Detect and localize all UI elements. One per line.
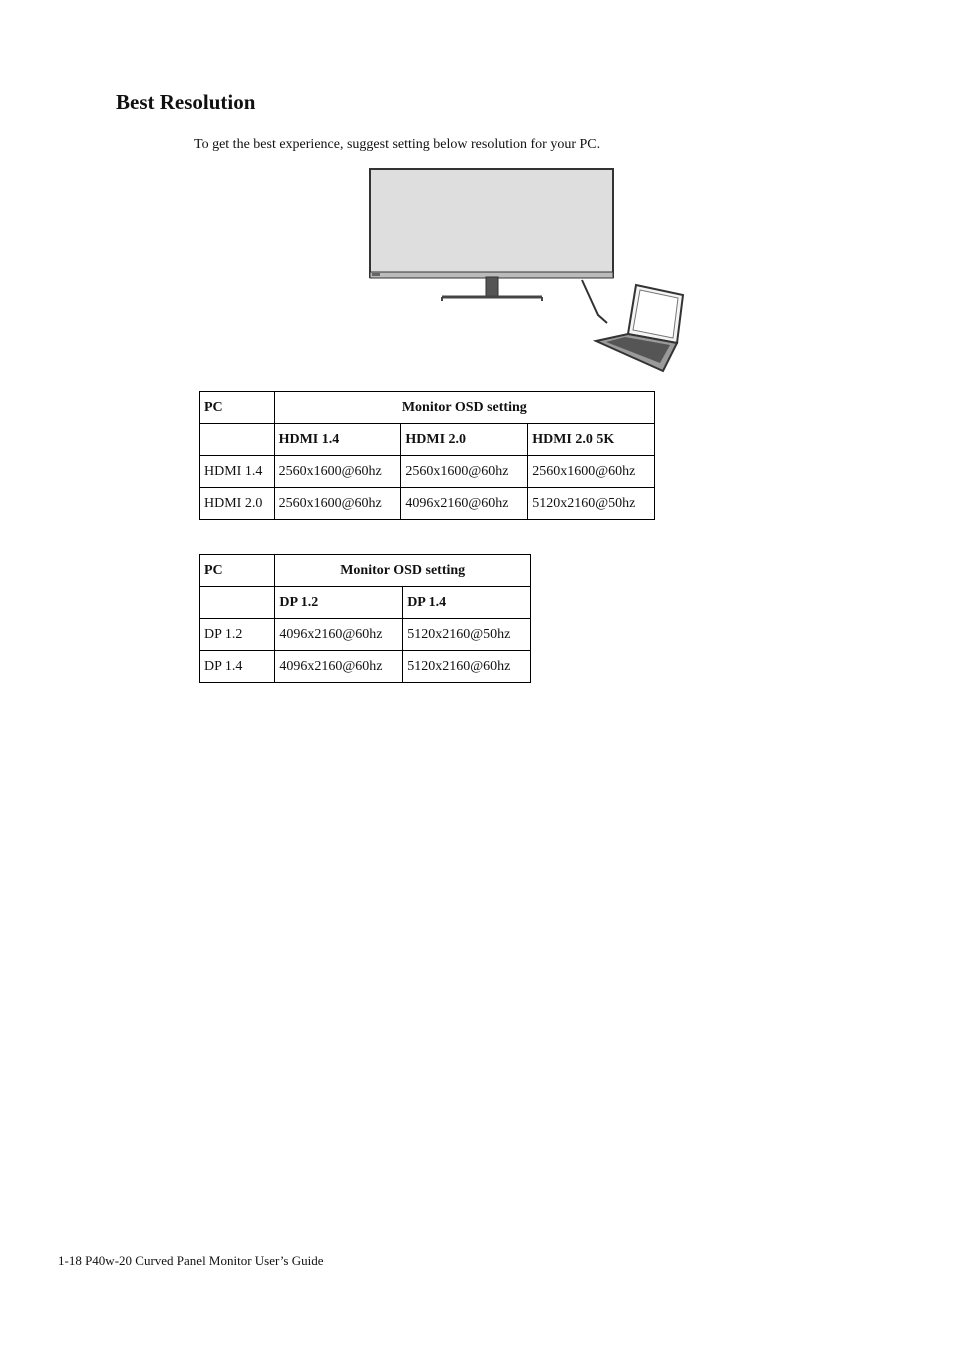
hdmi-resolution-table: [199, 391, 655, 520]
table-row: [200, 488, 655, 520]
monitor-osd-header: Monitor OSD setting: [274, 392, 654, 424]
monitor-icon: [370, 169, 613, 301]
dp-resolution-table: [199, 554, 531, 683]
row-label: HDMI 1.4: [200, 456, 275, 488]
resolution-cell: 5120x2160@50hz: [528, 488, 655, 520]
row-label: DP 1.4: [200, 651, 275, 683]
empty-cell: [200, 424, 275, 456]
pc-header: PC: [200, 555, 275, 587]
monitor-laptop-illustration: [360, 163, 690, 378]
resolution-cell: 2560x1600@60hz: [401, 456, 528, 488]
resolution-cell: 5120x2160@50hz: [403, 619, 531, 651]
column-header: HDMI 1.4: [274, 424, 401, 456]
intro-text: To get the best experience, suggest setting below resolution for your PC.: [194, 137, 601, 152]
laptop-icon: [596, 285, 683, 371]
row-label: DP 1.2: [200, 619, 275, 651]
column-header: HDMI 2.0: [401, 424, 528, 456]
pc-header: PC: [200, 392, 275, 424]
resolution-cell: 2560x1600@60hz: [274, 488, 401, 520]
table-row: [200, 619, 531, 651]
page-footer: 1-18 P40w-20 Curved Panel Monitor User’s Guide: [58, 1253, 324, 1268]
resolution-cell: 4096x2160@60hz: [401, 488, 528, 520]
resolution-cell: 4096x2160@60hz: [275, 651, 403, 683]
table-row: [200, 651, 531, 683]
monitor-osd-header: Monitor OSD setting: [275, 555, 531, 587]
column-header: HDMI 2.0 5K: [528, 424, 655, 456]
resolution-cell: 5120x2160@60hz: [403, 651, 531, 683]
empty-cell: [200, 587, 275, 619]
resolution-cell: 2560x1600@60hz: [528, 456, 655, 488]
column-header: DP 1.2: [275, 587, 403, 619]
table-row: [200, 456, 655, 488]
column-header: DP 1.4: [403, 587, 531, 619]
resolution-cell: 4096x2160@60hz: [275, 619, 403, 651]
resolution-cell: 2560x1600@60hz: [274, 456, 401, 488]
row-label: HDMI 2.0: [200, 488, 275, 520]
page-title: Best Resolution: [116, 90, 256, 114]
